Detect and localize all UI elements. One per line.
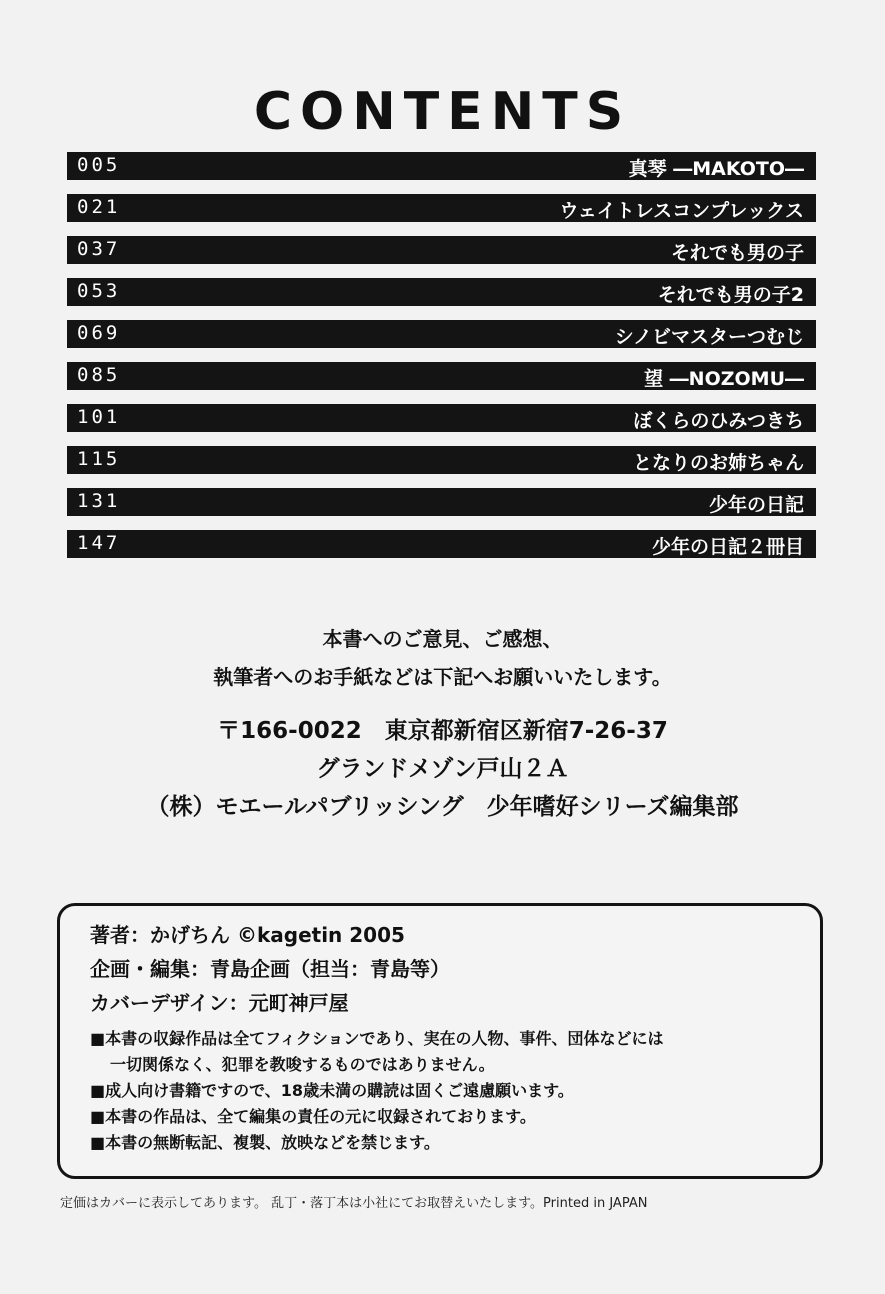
toc-page-number: 115 (77, 448, 121, 470)
toc-story-title: ぼくらのひみつきち (633, 410, 804, 432)
toc-story-title: 望 ―NOZOMU― (644, 368, 804, 390)
toc-story-title: となりのお姉ちゃん (632, 452, 804, 474)
cover-design-credit: カバーデザイン：元町神戸屋 (90, 991, 349, 1015)
toc-row (67, 488, 816, 516)
address-line: （株）モエールパブリッシング 少年嗜好シリーズ編集部 (146, 794, 739, 820)
toc-page-number: 053 (77, 280, 121, 302)
toc-row (67, 278, 816, 306)
credits-box (57, 903, 823, 1179)
toc-row (67, 446, 816, 474)
toc-row (67, 194, 816, 222)
address-line: 〒166-0022 東京都新宿区新宿7-26-37 (217, 718, 668, 744)
credits (90, 918, 450, 1020)
toc-story-title: ウェイトレスコンプレックス (559, 200, 804, 222)
editorial-notice: ■本書の作品は、全て編集の責任の元に収録されております。 (90, 1107, 536, 1126)
toc-page-number: 131 (77, 490, 121, 512)
letters-line: 本書へのご意見、ご感想、 (322, 627, 563, 651)
author-credit: 著者：かげちん ©kagetin 2005 (90, 923, 405, 947)
toc-page-number: 005 (77, 154, 121, 176)
toc-story-title: 真琴 ―MAKOTO― (628, 158, 804, 180)
toc-story-title: 少年の日記２冊目 (651, 536, 804, 558)
toc-row (67, 152, 816, 180)
toc-story-title: 少年の日記 (708, 494, 804, 516)
footer-note: 定価はカバーに表示してあります。 乱丁・落丁本は小社にてお取替えいたします。Printed in JAPAN (60, 1196, 648, 1211)
mailing-address (0, 712, 885, 826)
page-title: CONTENTS (253, 82, 632, 142)
address-line: グランドメゾン戸山２Ａ (316, 756, 569, 782)
reader-letters-notice (0, 620, 885, 696)
table-of-contents (67, 152, 816, 572)
toc-page-number: 037 (77, 238, 121, 260)
fiction-notice-cont: 一切関係なく、犯罪を教唆するものではありません。 (110, 1055, 495, 1074)
age-notice: ■成人向け書籍ですので、18歳未満の購読は固くご遠慮願います。 (90, 1081, 574, 1100)
toc-row (67, 362, 816, 390)
toc-page-number: 021 (77, 196, 121, 218)
toc-row (67, 236, 816, 264)
toc-row (67, 530, 816, 558)
toc-story-title: それでも男の子 (670, 242, 804, 264)
legal-notices (90, 1026, 664, 1156)
fiction-notice: ■本書の収録作品は全てフィクションであり、実在の人物、事件、団体などには (90, 1029, 664, 1048)
toc-page-number: 101 (77, 406, 121, 428)
toc-page-number: 069 (77, 322, 121, 344)
copyright-notice: ■本書の無断転記、複製、放映などを禁じます。 (90, 1133, 440, 1152)
toc-story-title: シノビマスターつむじ (614, 326, 804, 348)
editing-credit: 企画・編集：青島企画（担当：青島等） (90, 957, 450, 981)
toc-page-number: 085 (77, 364, 121, 386)
letters-line: 執筆者へのお手紙などは下記へお願いいたします。 (213, 665, 672, 689)
toc-page-number: 147 (77, 532, 121, 554)
toc-row (67, 404, 816, 432)
toc-story-title: それでも男の子2 (657, 284, 804, 306)
toc-row (67, 320, 816, 348)
